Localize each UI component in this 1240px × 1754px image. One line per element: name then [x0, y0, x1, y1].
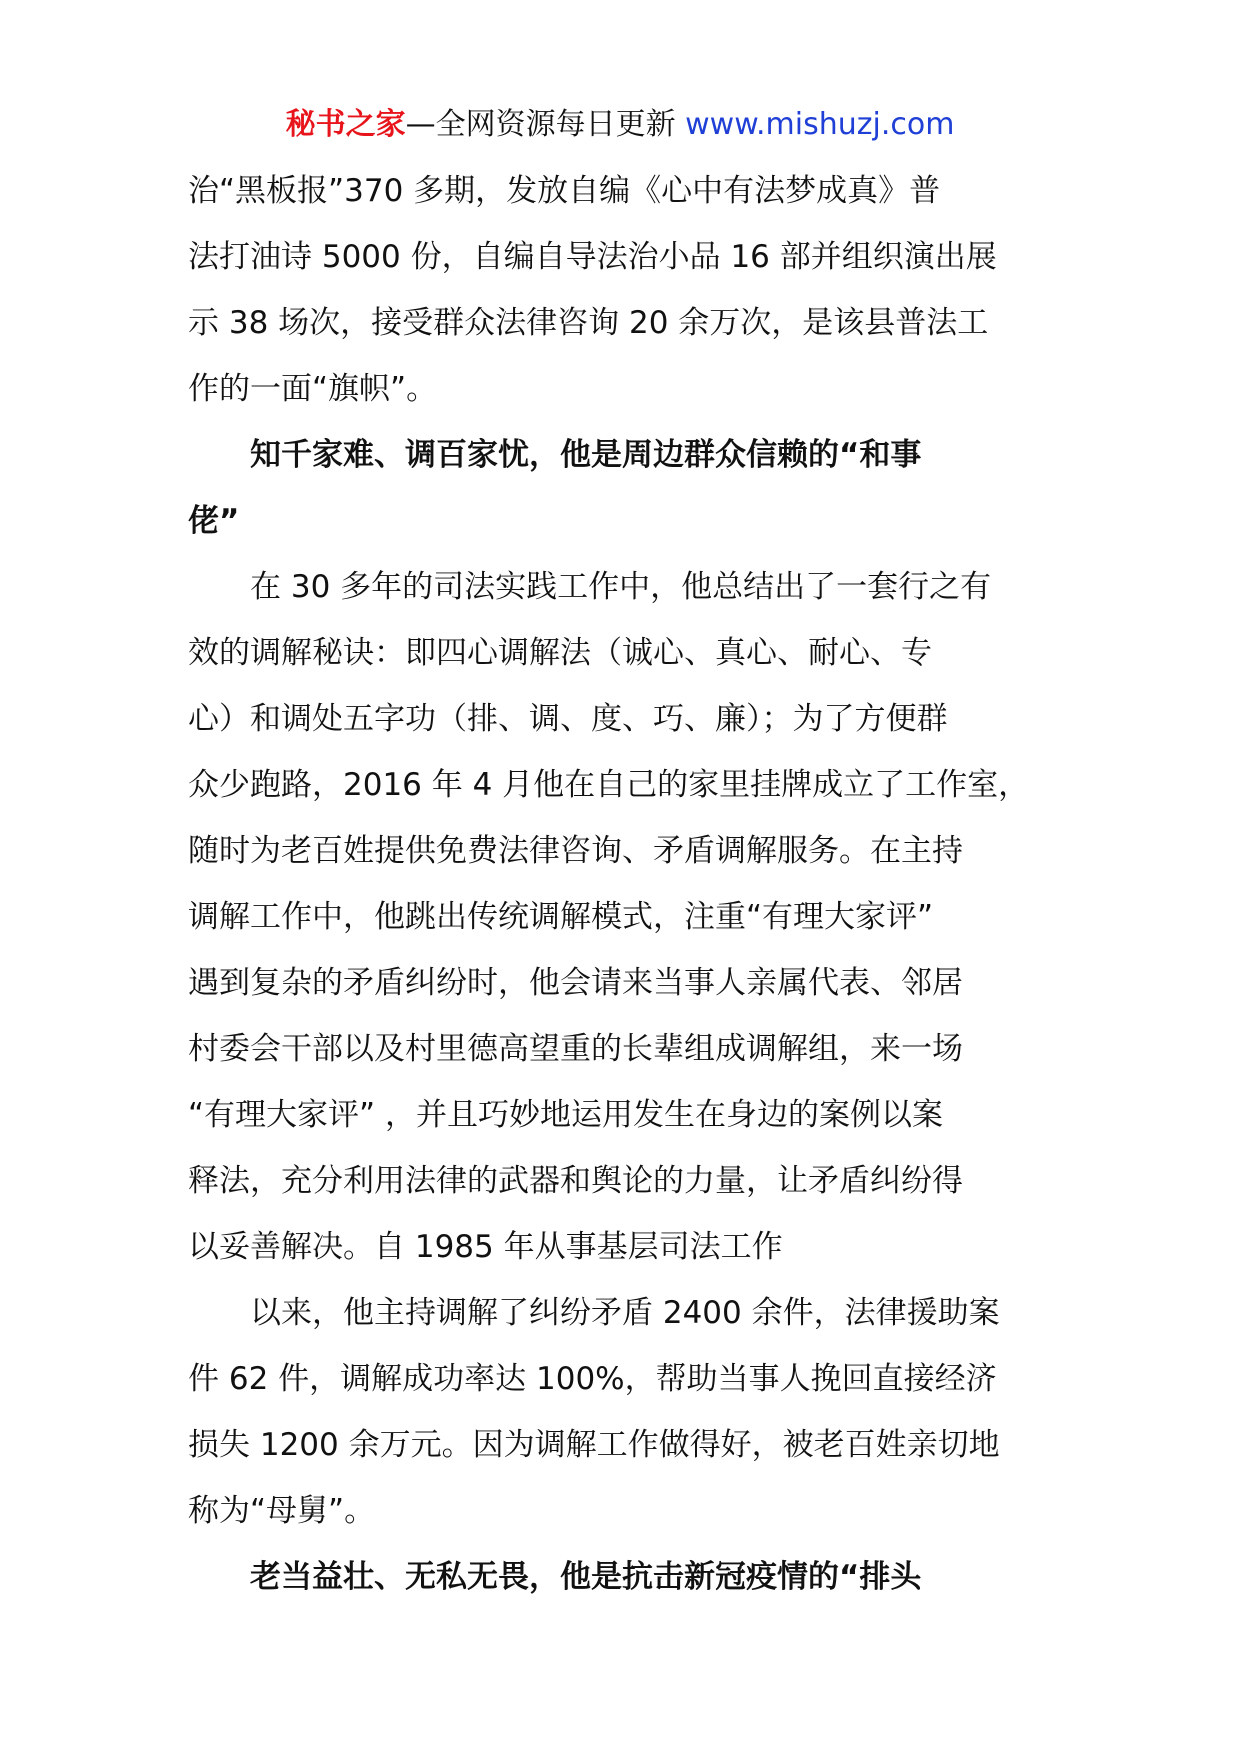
- text-line: 遇到复杂的矛盾纠纷时，他会请来当事人亲属代表、邻居: [188, 965, 963, 1001]
- text-line: “有理大家评” ，并且巧妙地运用发生在身边的案例以案: [188, 1097, 943, 1133]
- text-line: 损失 1200 余万元。因为调解工作做得好，被老百姓亲切地: [188, 1427, 1000, 1463]
- text-line: 件 62 件，调解成功率达 100%，帮助当事人挽回直接经济: [188, 1361, 997, 1397]
- header-tagline: —全网资源每日更新: [405, 107, 676, 142]
- text-line: 作的一面“旗帜”。: [188, 371, 438, 407]
- text-line: 称为“母舅”。: [188, 1493, 376, 1529]
- text-line: 示 38 场次，接受群众法律咨询 20 余万次，是该县普法工: [188, 305, 989, 341]
- text-line: 法打油诗 5000 份，自编自导法治小品 16 部并组织演出展: [188, 239, 997, 275]
- text-line: 众少跑路，2016 年 4 月他在自己的家里挂牌成立了工作室，: [188, 767, 1030, 803]
- section-heading-line: 知千家难、调百家忧，他是周边群众信赖的“和事: [188, 437, 922, 473]
- text-line: 以妥善解决。自 1985 年从事基层司法工作: [188, 1229, 783, 1265]
- text-line: 在 30 多年的司法实践工作中，他总结出了一套行之有: [188, 569, 992, 605]
- text-line: 治“黑板报”370 多期，发放自编《心中有法梦成真》普: [188, 173, 941, 209]
- section-heading-line: 佬”: [188, 503, 240, 539]
- text-line: 调解工作中，他跳出传统调解模式，注重“有理大家评”: [188, 899, 934, 935]
- text-line: 随时为老百姓提供免费法律咨询、矛盾调解服务。在主持: [188, 833, 963, 869]
- text-line: 释法，充分利用法律的武器和舆论的力量，让矛盾纠纷得: [188, 1163, 963, 1199]
- text-line: 村委会干部以及村里德高望重的长辈组成调解组，来一场: [188, 1031, 963, 1067]
- page-header: [0, 105, 1240, 145]
- text-line: 心）和调处五字功（排、调、度、巧、廉）；为了方便群: [188, 701, 948, 737]
- header-url-link[interactable]: www.mishuzj.com: [685, 107, 955, 142]
- text-line: 以来，他主持调解了纠纷矛盾 2400 余件，法律援助案: [188, 1295, 1000, 1331]
- article-body: [188, 170, 1058, 1622]
- header-brand: 秘书之家: [285, 107, 406, 142]
- text-line: 效的调解秘诀：即四心调解法（诚心、真心、耐心、专: [188, 635, 932, 671]
- section-heading-line: 老当益壮、无私无畏，他是抗击新冠疫情的“排头: [188, 1559, 922, 1595]
